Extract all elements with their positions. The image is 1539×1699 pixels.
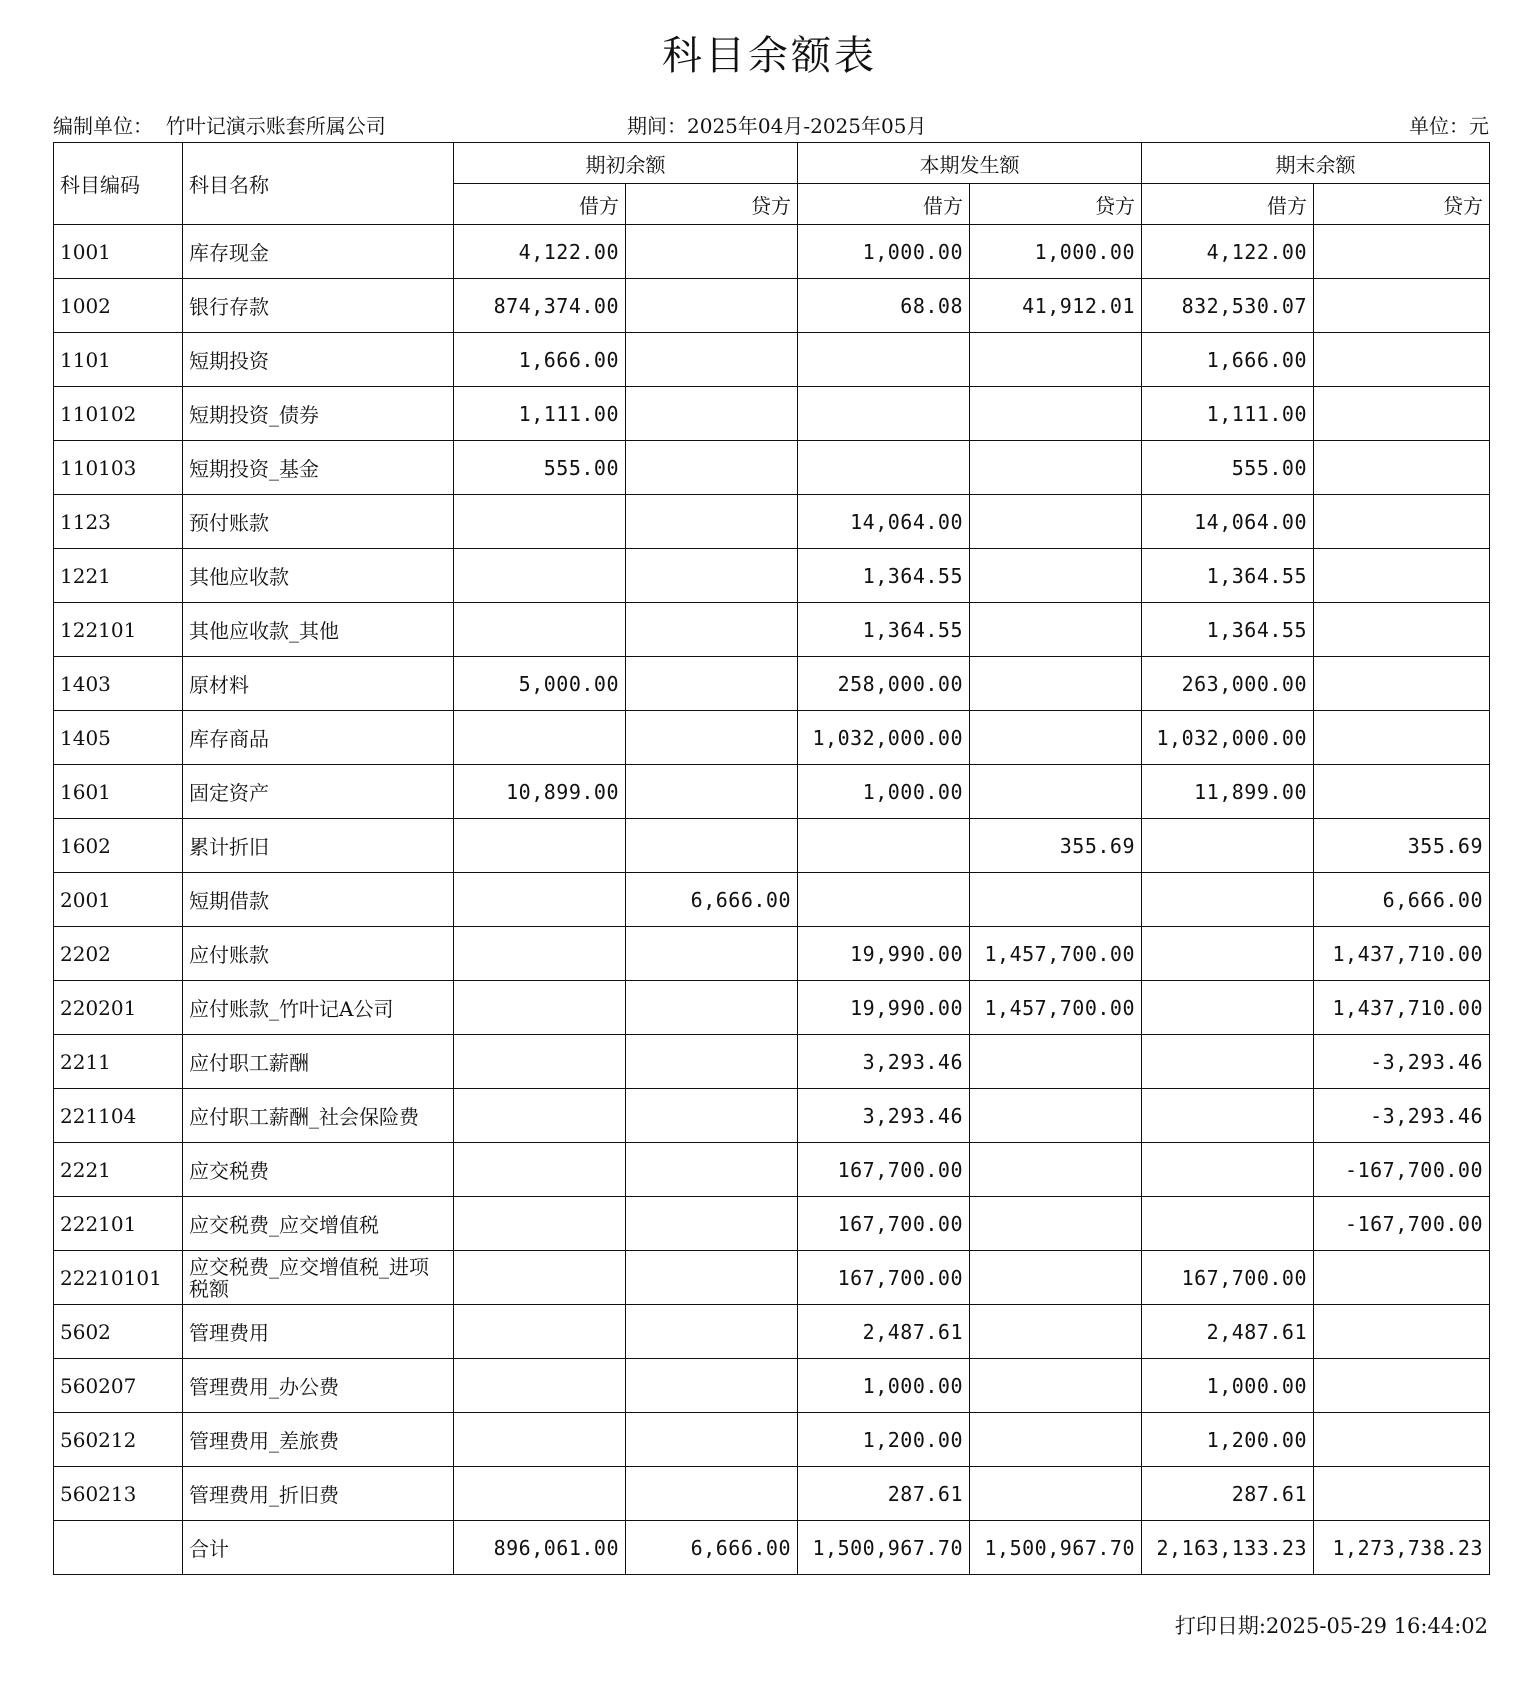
cell-closing-credit [1314, 1251, 1490, 1305]
unit-info [1409, 110, 1489, 139]
cell-current-credit [970, 1035, 1142, 1089]
cell-closing-credit: 355.69 [1314, 819, 1490, 873]
table-row [54, 441, 1490, 495]
cell-opening-credit [626, 1467, 798, 1521]
balance-table [53, 142, 1490, 1575]
header-current-credit: 贷方 [970, 184, 1142, 225]
cell-code: 560212 [54, 1413, 183, 1467]
cell-closing-credit: 1,437,710.00 [1314, 981, 1490, 1035]
cell-current-debit: 287.61 [798, 1467, 970, 1521]
cell-closing-credit [1314, 225, 1490, 279]
cell-current-credit [970, 765, 1142, 819]
cell-closing-debit: 555.00 [1142, 441, 1314, 495]
unit-value: 元 [1469, 114, 1489, 138]
cell-name: 库存现金 [183, 225, 454, 279]
cell-current-credit [970, 1143, 1142, 1197]
cell-current-credit: 1,000.00 [970, 225, 1142, 279]
table-row [54, 333, 1490, 387]
cell-closing-debit [1142, 1089, 1314, 1143]
cell-current-credit [970, 1467, 1142, 1521]
cell-code: 221104 [54, 1089, 183, 1143]
cell-current-credit [970, 1089, 1142, 1143]
header-opening: 期初余额 [454, 143, 798, 184]
cell-opening-credit [626, 441, 798, 495]
period-label: 期间： [627, 114, 687, 138]
cell-current-debit: 1,032,000.00 [798, 711, 970, 765]
cell-closing-credit [1314, 387, 1490, 441]
cell-current-credit [970, 1413, 1142, 1467]
cell-opening-debit [454, 1089, 626, 1143]
cell-opening-debit: 874,374.00 [454, 279, 626, 333]
cell-closing-credit: 1,437,710.00 [1314, 927, 1490, 981]
cell-closing-credit [1314, 1467, 1490, 1521]
cell-opening-debit [454, 711, 626, 765]
cell-closing-debit: 1,364.55 [1142, 603, 1314, 657]
cell-opening-debit: 1,111.00 [454, 387, 626, 441]
cell-current-credit: 1,457,700.00 [970, 981, 1142, 1035]
cell-current-debit: 2,487.61 [798, 1305, 970, 1359]
header-opening-credit: 贷方 [626, 184, 798, 225]
period-info [627, 110, 926, 139]
cell-closing-debit: 2,163,133.23 [1142, 1521, 1314, 1575]
table-row [54, 1467, 1490, 1521]
cell-current-debit: 14,064.00 [798, 495, 970, 549]
cell-name: 应交税费 [183, 1143, 454, 1197]
table-row [54, 1359, 1490, 1413]
cell-current-credit [970, 387, 1142, 441]
cell-current-debit: 1,200.00 [798, 1413, 970, 1467]
table-row [54, 387, 1490, 441]
cell-closing-debit: 167,700.00 [1142, 1251, 1314, 1305]
cell-code: 2001 [54, 873, 183, 927]
cell-name: 应交税费_应交增值税_进项税额 [183, 1251, 454, 1305]
print-date: 2025-05-29 16:44:02 [1265, 1614, 1488, 1638]
cell-opening-debit [454, 1359, 626, 1413]
cell-closing-debit: 1,666.00 [1142, 333, 1314, 387]
cell-name: 应交税费_应交增值税 [183, 1197, 454, 1251]
cell-opening-credit [626, 711, 798, 765]
cell-current-debit: 167,700.00 [798, 1251, 970, 1305]
cell-code: 1403 [54, 657, 183, 711]
cell-closing-debit: 1,032,000.00 [1142, 711, 1314, 765]
cell-closing-credit: 6,666.00 [1314, 873, 1490, 927]
cell-name: 原材料 [183, 657, 454, 711]
cell-name: 短期投资 [183, 333, 454, 387]
cell-opening-debit [454, 1467, 626, 1521]
print-label: 打印日期: [1174, 1614, 1266, 1638]
cell-closing-credit: -3,293.46 [1314, 1089, 1490, 1143]
cell-opening-credit [626, 495, 798, 549]
cell-code: 110102 [54, 387, 183, 441]
cell-opening-credit [626, 279, 798, 333]
cell-current-debit: 68.08 [798, 279, 970, 333]
cell-current-credit: 355.69 [970, 819, 1142, 873]
table-row [54, 495, 1490, 549]
cell-name: 短期投资_债券 [183, 387, 454, 441]
cell-opening-credit [626, 603, 798, 657]
company-name: 竹叶记演示账套所属公司 [165, 114, 386, 138]
cell-name: 库存商品 [183, 711, 454, 765]
cell-opening-credit [626, 927, 798, 981]
cell-opening-debit [454, 1035, 626, 1089]
cell-opening-credit [626, 225, 798, 279]
header-closing-credit: 贷方 [1314, 184, 1490, 225]
cell-opening-credit [626, 819, 798, 873]
cell-code: 110103 [54, 441, 183, 495]
table-row [54, 279, 1490, 333]
cell-closing-debit [1142, 873, 1314, 927]
header-name: 科目名称 [183, 143, 454, 225]
cell-current-credit [970, 603, 1142, 657]
cell-current-credit [970, 495, 1142, 549]
cell-current-credit [970, 657, 1142, 711]
cell-name: 管理费用_折旧费 [183, 1467, 454, 1521]
cell-closing-debit: 1,200.00 [1142, 1413, 1314, 1467]
cell-current-debit [798, 873, 970, 927]
cell-code: 22210101 [54, 1251, 183, 1305]
cell-closing-credit [1314, 603, 1490, 657]
cell-opening-debit [454, 927, 626, 981]
cell-closing-credit: -167,700.00 [1314, 1197, 1490, 1251]
period-value: 2025年04月-2025年05月 [687, 114, 927, 138]
cell-code: 1123 [54, 495, 183, 549]
table-row [54, 225, 1490, 279]
cell-opening-debit [454, 1305, 626, 1359]
cell-code: 1001 [54, 225, 183, 279]
cell-opening-debit: 5,000.00 [454, 657, 626, 711]
cell-code: 1602 [54, 819, 183, 873]
cell-opening-debit: 10,899.00 [454, 765, 626, 819]
cell-name: 应付职工薪酬 [183, 1035, 454, 1089]
cell-code: 5602 [54, 1305, 183, 1359]
cell-name: 应付账款_竹叶记A公司 [183, 981, 454, 1035]
cell-name: 其他应收款_其他 [183, 603, 454, 657]
cell-current-debit: 167,700.00 [798, 1143, 970, 1197]
cell-closing-credit [1314, 1359, 1490, 1413]
cell-current-debit [798, 333, 970, 387]
cell-opening-debit: 1,666.00 [454, 333, 626, 387]
cell-current-debit: 1,364.55 [798, 603, 970, 657]
table-row [54, 711, 1490, 765]
cell-opening-credit: 6,666.00 [626, 1521, 798, 1575]
table-row [54, 1305, 1490, 1359]
cell-code: 122101 [54, 603, 183, 657]
cell-current-credit: 1,457,700.00 [970, 927, 1142, 981]
cell-opening-debit [454, 981, 626, 1035]
cell-closing-credit [1314, 657, 1490, 711]
cell-closing-debit [1142, 1143, 1314, 1197]
cell-current-credit: 41,912.01 [970, 279, 1142, 333]
cell-code: 1221 [54, 549, 183, 603]
cell-current-debit: 3,293.46 [798, 1089, 970, 1143]
cell-closing-debit: 11,899.00 [1142, 765, 1314, 819]
cell-opening-credit [626, 387, 798, 441]
table-row [54, 765, 1490, 819]
cell-opening-credit [626, 1413, 798, 1467]
cell-opening-credit [626, 1305, 798, 1359]
cell-opening-credit: 6,666.00 [626, 873, 798, 927]
cell-current-credit: 1,500,967.70 [970, 1521, 1142, 1575]
cell-opening-debit [454, 1197, 626, 1251]
header-current: 本期发生额 [798, 143, 1142, 184]
cell-code: 2202 [54, 927, 183, 981]
cell-current-debit [798, 441, 970, 495]
cell-opening-debit [454, 549, 626, 603]
cell-current-credit [970, 873, 1142, 927]
table-row [54, 1035, 1490, 1089]
cell-current-credit [970, 1359, 1142, 1413]
cell-closing-credit: -3,293.46 [1314, 1035, 1490, 1089]
cell-code: 560213 [54, 1467, 183, 1521]
cell-current-credit [970, 1305, 1142, 1359]
report-meta [53, 110, 1489, 138]
cell-closing-debit: 4,122.00 [1142, 225, 1314, 279]
cell-name: 合计 [183, 1521, 454, 1575]
cell-closing-debit [1142, 927, 1314, 981]
cell-current-debit: 1,364.55 [798, 549, 970, 603]
cell-closing-credit [1314, 333, 1490, 387]
cell-opening-credit [626, 981, 798, 1035]
cell-current-debit: 167,700.00 [798, 1197, 970, 1251]
cell-closing-credit [1314, 765, 1490, 819]
cell-current-debit: 1,500,967.70 [798, 1521, 970, 1575]
cell-current-credit [970, 1197, 1142, 1251]
cell-opening-debit [454, 495, 626, 549]
cell-current-credit [970, 711, 1142, 765]
cell-code: 2221 [54, 1143, 183, 1197]
table-row [54, 927, 1490, 981]
cell-opening-debit [454, 873, 626, 927]
total-row [54, 1521, 1490, 1575]
cell-closing-credit [1314, 279, 1490, 333]
table-row [54, 819, 1490, 873]
table-row [54, 1251, 1490, 1305]
cell-name: 短期借款 [183, 873, 454, 927]
cell-closing-debit: 832,530.07 [1142, 279, 1314, 333]
cell-code: 1101 [54, 333, 183, 387]
table-row [54, 603, 1490, 657]
report-title: 科目余额表 [662, 33, 877, 79]
cell-closing-debit: 1,000.00 [1142, 1359, 1314, 1413]
cell-closing-credit [1314, 441, 1490, 495]
cell-code: 1405 [54, 711, 183, 765]
company-label: 编制单位： [53, 114, 153, 138]
cell-code [54, 1521, 183, 1575]
cell-opening-credit [626, 657, 798, 711]
cell-code: 222101 [54, 1197, 183, 1251]
header-code: 科目编码 [54, 143, 183, 225]
cell-code: 220201 [54, 981, 183, 1035]
table-row [54, 1143, 1490, 1197]
cell-closing-credit: 1,273,738.23 [1314, 1521, 1490, 1575]
cell-current-debit [798, 387, 970, 441]
cell-opening-credit [626, 1143, 798, 1197]
cell-name: 应付账款 [183, 927, 454, 981]
cell-current-credit [970, 1251, 1142, 1305]
header-closing: 期末余额 [1142, 143, 1490, 184]
company-info [53, 110, 386, 139]
cell-closing-debit: 287.61 [1142, 1467, 1314, 1521]
cell-opening-debit: 555.00 [454, 441, 626, 495]
table-row [54, 1197, 1490, 1251]
table-row [54, 873, 1490, 927]
cell-name: 短期投资_基金 [183, 441, 454, 495]
cell-name: 管理费用_差旅费 [183, 1413, 454, 1467]
cell-closing-debit [1142, 1035, 1314, 1089]
header-row-1 [54, 143, 1490, 184]
unit-label: 单位： [1409, 114, 1469, 138]
cell-opening-credit [626, 1035, 798, 1089]
cell-code: 1601 [54, 765, 183, 819]
table-row [54, 1413, 1490, 1467]
cell-closing-debit: 14,064.00 [1142, 495, 1314, 549]
table-row [54, 981, 1490, 1035]
cell-current-debit: 19,990.00 [798, 927, 970, 981]
cell-opening-debit [454, 819, 626, 873]
cell-code: 560207 [54, 1359, 183, 1413]
cell-name: 管理费用 [183, 1305, 454, 1359]
cell-name: 预付账款 [183, 495, 454, 549]
table-row [54, 657, 1490, 711]
table-row [54, 1089, 1490, 1143]
cell-opening-debit: 4,122.00 [454, 225, 626, 279]
cell-current-debit: 1,000.00 [798, 225, 970, 279]
cell-opening-credit [626, 1359, 798, 1413]
cell-closing-credit [1314, 549, 1490, 603]
cell-closing-debit [1142, 981, 1314, 1035]
cell-opening-debit [454, 1143, 626, 1197]
cell-name: 累计折旧 [183, 819, 454, 873]
cell-opening-credit [626, 333, 798, 387]
cell-closing-credit [1314, 711, 1490, 765]
cell-current-debit: 3,293.46 [798, 1035, 970, 1089]
cell-name: 银行存款 [183, 279, 454, 333]
cell-opening-credit [626, 1197, 798, 1251]
table-body [54, 225, 1490, 1575]
cell-current-credit [970, 441, 1142, 495]
cell-current-debit: 19,990.00 [798, 981, 970, 1035]
cell-closing-debit: 1,111.00 [1142, 387, 1314, 441]
cell-closing-debit [1142, 819, 1314, 873]
cell-current-debit: 258,000.00 [798, 657, 970, 711]
cell-closing-credit [1314, 1305, 1490, 1359]
cell-opening-credit [626, 1089, 798, 1143]
cell-opening-debit: 896,061.00 [454, 1521, 626, 1575]
cell-current-credit [970, 549, 1142, 603]
cell-current-credit [970, 333, 1142, 387]
cell-opening-debit [454, 1413, 626, 1467]
table-row [54, 549, 1490, 603]
cell-opening-credit [626, 549, 798, 603]
cell-closing-debit: 1,364.55 [1142, 549, 1314, 603]
cell-opening-debit [454, 1251, 626, 1305]
cell-opening-debit [454, 603, 626, 657]
cell-closing-debit: 263,000.00 [1142, 657, 1314, 711]
cell-closing-credit [1314, 1413, 1490, 1467]
cell-closing-debit: 2,487.61 [1142, 1305, 1314, 1359]
cell-closing-credit: -167,700.00 [1314, 1143, 1490, 1197]
cell-opening-credit [626, 765, 798, 819]
cell-name: 应付职工薪酬_社会保险费 [183, 1089, 454, 1143]
header-opening-debit: 借方 [454, 184, 626, 225]
cell-name: 固定资产 [183, 765, 454, 819]
header-current-debit: 借方 [798, 184, 970, 225]
cell-current-debit: 1,000.00 [798, 1359, 970, 1413]
print-date-footer [1175, 1610, 1488, 1640]
cell-code: 1002 [54, 279, 183, 333]
cell-name: 管理费用_办公费 [183, 1359, 454, 1413]
cell-closing-credit [1314, 495, 1490, 549]
cell-current-debit [798, 819, 970, 873]
header-closing-debit: 借方 [1142, 184, 1314, 225]
cell-current-debit: 1,000.00 [798, 765, 970, 819]
cell-name: 其他应收款 [183, 549, 454, 603]
cell-closing-debit [1142, 1197, 1314, 1251]
cell-code: 2211 [54, 1035, 183, 1089]
cell-opening-credit [626, 1251, 798, 1305]
